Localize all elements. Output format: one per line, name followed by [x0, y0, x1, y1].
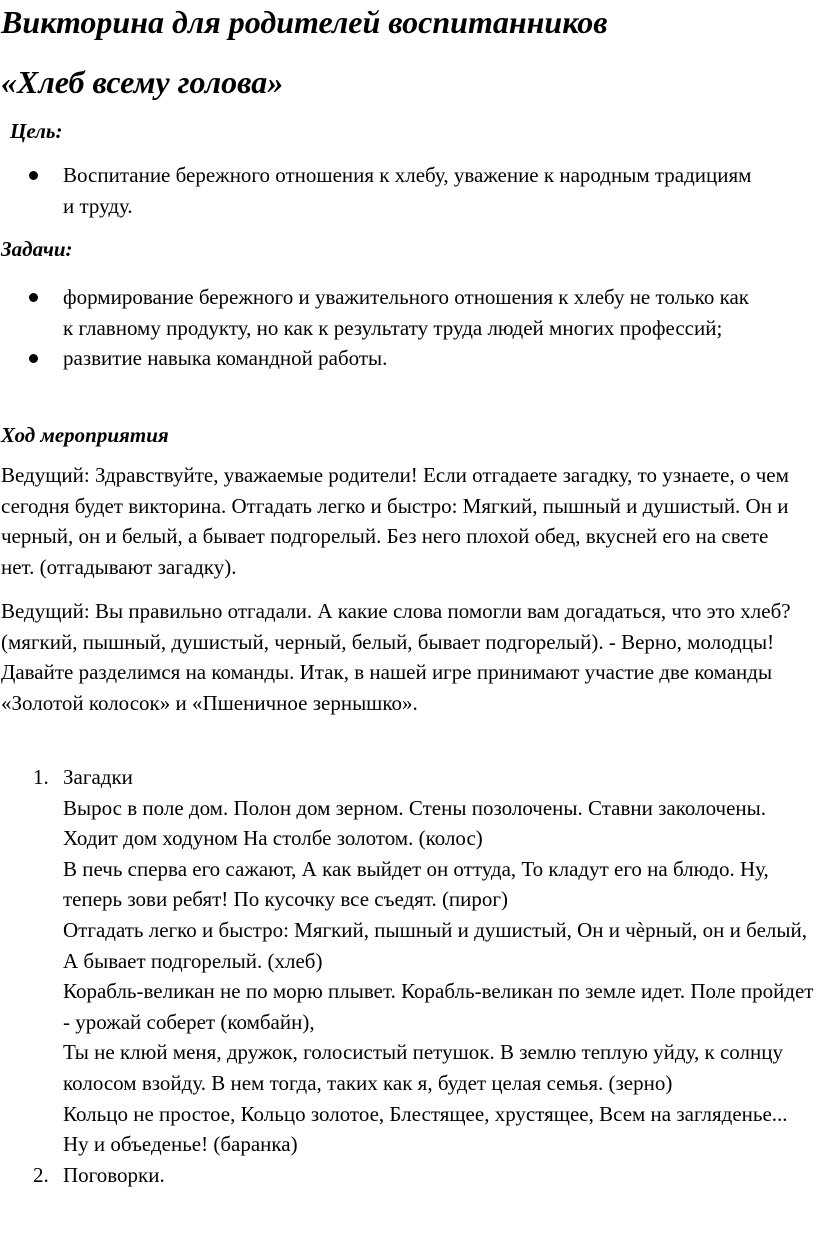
bullet-icon [29, 293, 38, 302]
numbered-list [0, 762, 815, 1190]
riddle-text: Кольцо не простое, Кольцо золотое, Блестящее, хрустящее, Всем на загляденье... Ну и объеденье! (баранка) [63, 1101, 788, 1157]
document-title-line-1: Викторина для родителей воспитанников [1, 4, 608, 40]
goal-text: Воспитание бережного отношения к хлебу, уважение к народным традициям и труду. [63, 163, 752, 218]
riddle-text: Ты не клюй меня, дружок, голосистый петушок. В землю теплую уйду, к солнцу колосом взойду. В нем тогда, таких как я, будет целая семья. (зерно) [63, 1040, 783, 1095]
riddle-text: Отгадать легко и быстро: Мягкий, пышный и душистый, Он и чѐрный, он и белый, А бывает подгорелый. (хлеб) [63, 917, 807, 973]
riddle-text: Корабль-великан не по морю плывет. Корабль-великан по земле идет. Поле пройдет - урожай соберет (комбайн), [63, 979, 814, 1034]
riddle-text: Вырос в поле дом. Полон дом зерном. Стены позолочены. Ставни заколочены. Ходит дом ходуном На столбе золотом. (колос) [63, 795, 767, 851]
list-number: 1. [33, 765, 49, 789]
host-paragraph-2: Ведущий: Вы правильно отгадали. А какие слова помогли вам догадаться, что это хлеб? (мягкий, пышный, душистый, черный, белый, бывает подгорелый). - Верно, молодцы! Давайте разделимся на команды. Итак, в нашей игре принимают участие две команды «Золотой колосок» и «Пшеничное зернышко». [1, 599, 791, 715]
list-item [0, 282, 763, 343]
list-item [0, 343, 763, 374]
task-text: развитие навыка командной работы. [63, 346, 388, 371]
sayings-title: Поговорки. [63, 1162, 165, 1187]
bullet-icon [29, 171, 38, 180]
riddle-text: В печь сперва его сажают, А как выйдет он оттуда, То кладут его на блюдо. Ну, теперь зови ребят! По кусочку все съедят. (пирог) [63, 856, 769, 912]
tasks-list [0, 282, 763, 374]
goal-list [0, 160, 763, 221]
progress-heading: Ход мероприятия [1, 423, 169, 447]
bullet-icon [29, 354, 38, 363]
list-item [0, 160, 763, 221]
list-item-riddles [0, 762, 815, 1160]
host-paragraph-1: Ведущий: Здравствуйте, уважаемые родители! Если отгадаете загадку, то узнаете, о чем сегодня будет викторина. Отгадать легко и быстро: Мягкий, пышный и душистый. Он и черный, он и белый, а бывает подгорелый. Без него плохой обед, вкусней его на свете нет. (отгадывают загадку). [1, 463, 789, 579]
tasks-heading: Задачи: [1, 237, 73, 261]
goal-heading: Цель: [10, 119, 63, 143]
riddles-title: Загадки [63, 765, 133, 789]
document-title-line-2: «Хлеб всему голова» [1, 64, 284, 100]
list-number: 2. [33, 1162, 49, 1187]
task-text: формирование бережного и уважительного отношения к хлебу не только как к главному продукту, но как к результату труда людей многих профессий; [63, 285, 749, 340]
list-item-sayings [0, 1160, 815, 1191]
